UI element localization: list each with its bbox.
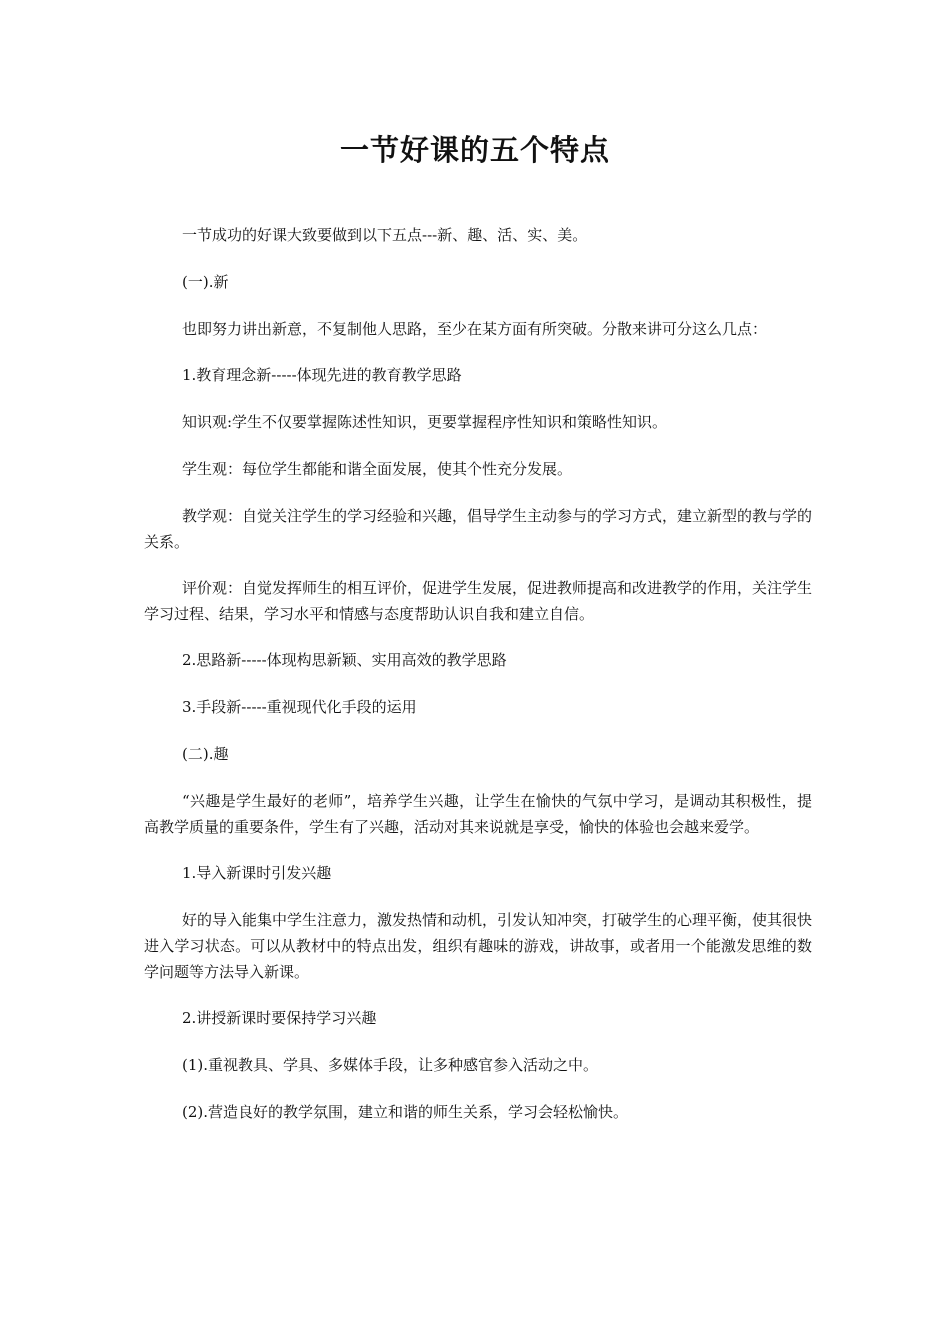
paragraph-new-description: 也即努力讲出新意，不复制他人思路，至少在某方面有所突破。分散来讲可分这么几点： xyxy=(182,320,768,338)
section-heading-new: (一).新 xyxy=(182,273,229,291)
intro-paragraph: 一节成功的好课大致要做到以下五点---新、趣、活、实、美。 xyxy=(182,226,588,244)
subheading-introducing-lesson: 1.导入新课时引发兴趣 xyxy=(182,864,332,882)
paragraph-teaching-view: 教学观：自觉关注学生的学习经验和兴趣，倡导学生主动参与的学习方式，建立新型的教与学的关系。 xyxy=(144,507,813,551)
document-body xyxy=(144,222,812,1146)
paragraph-student-view: 学生观：每位学生都能和谐全面发展，使其个性充分发展。 xyxy=(182,460,573,478)
paragraph-good-introduction: 好的导入能集中学生注意力，激发热情和动机，引发认知冲突，打破学生的心理平衡，使其很快进入学习状态。可以从教材中的特点出发，组织有趣味的游戏，讲故事，或者用一个能激发思维的数学问题等方法导入新课。 xyxy=(144,911,813,981)
list-item-classroom-atmosphere: (2).营造良好的教学氛围，建立和谐的师生关系，学习会轻松愉快。 xyxy=(182,1103,629,1121)
list-item-teaching-aids: (1).重视教具、学具、多媒体手段，让多种感官参入活动之中。 xyxy=(182,1056,599,1074)
subheading-education-concept: 1.教育理念新-----体现先进的教育教学思路 xyxy=(182,366,462,384)
subheading-new-methods: 3.手段新-----重视现代化手段的运用 xyxy=(182,698,417,716)
paragraph-interest-description: “兴趣是学生最好的老师”，培养学生兴趣，让学生在愉快的气氛中学习，是调动其积极性，提高教学质量的重要条件，学生有了兴趣，活动对其来说就是享受，愉快的体验也会越来爱学。 xyxy=(144,792,812,836)
subheading-maintaining-interest: 2.讲授新课时要保持学习兴趣 xyxy=(182,1009,377,1027)
paragraph-evaluation-view: 评价观：自觉发挥师生的相互评价，促进学生发展，促进教师提高和改进教学的作用，关注学生学习过程、结果，学习水平和情感与态度帮助认识自我和建立自信。 xyxy=(144,579,813,623)
paragraph-knowledge-view: 知识观:学生不仅要掌握陈述性知识，更要掌握程序性知识和策略性知识。 xyxy=(182,413,668,431)
section-heading-interest: (二).趣 xyxy=(182,745,229,763)
subheading-new-approach: 2.思路新-----体现构思新颖、实用高效的教学思路 xyxy=(182,651,507,669)
document-title: 一节好课的五个特点 xyxy=(339,133,610,167)
